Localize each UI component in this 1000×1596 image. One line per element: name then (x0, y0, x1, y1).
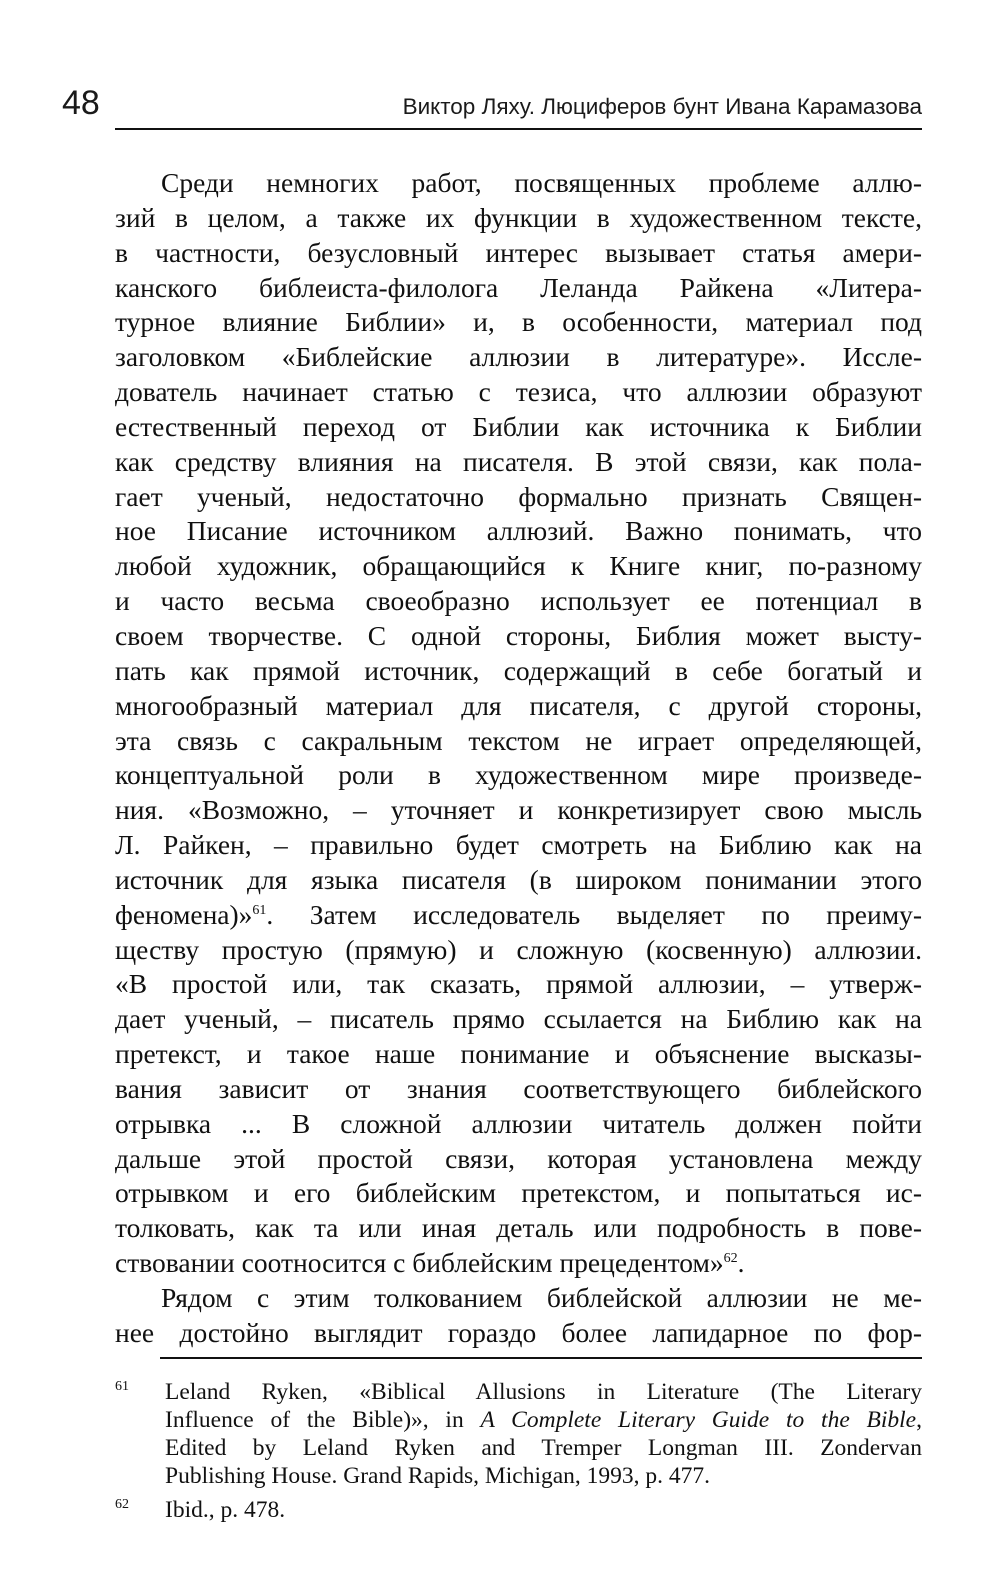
text-line: нее достойно выглядит гораздо более лапидарное по фор- (115, 1316, 922, 1348)
text-line: отрывка ... В сложной аллюзии читатель должен пойти (115, 1107, 922, 1139)
footnote-61 (115, 1378, 922, 1490)
text-line: дальше этой простой связи, которая установлена между (115, 1142, 922, 1174)
text-line: дает ученый, – писатель прямо ссылается на Библию как на (115, 1003, 922, 1035)
running-head: Виктор Ляху. Люциферов бунт Ивана Карамазова (402, 94, 922, 119)
text-line: концептуальной роли в художественном мире произведе- (115, 759, 922, 791)
text-line: в частности, безусловный интерес вызывает статья амери- (115, 236, 922, 268)
text-line: источник для языка писателя (в широком понимании этого (115, 863, 922, 895)
text-segment: . Затем исследователь выделяет по преиму- (266, 898, 922, 930)
footnote-62 (115, 1496, 922, 1524)
text-line: зий в целом, а также их функции в художественном тексте, (115, 201, 922, 233)
text-line: своем творчестве. С одной стороны, Библия может высту- (115, 619, 922, 651)
footnote-body (165, 1378, 922, 1490)
footnote-line: Ibid., p. 478. (165, 1497, 286, 1523)
footnote-rule (160, 1357, 922, 1359)
footnote-number: 62 (115, 1497, 129, 1512)
text-line: пать как прямой источник, содержащий в себе богатый и (115, 654, 922, 686)
text-line: многообразный материал для писателя, с другой стороны, (115, 689, 922, 721)
text-line: эта связь с сакральным текстом не играет определяющей, (115, 724, 922, 756)
footnote-ref-62: 62 (723, 1251, 738, 1266)
text-line: толковать, как та или иная деталь или подробность в пове- (115, 1212, 922, 1244)
footnote-line (165, 1406, 922, 1434)
text-line: «В простой или, так сказать, прямой аллюзии, – утверж- (115, 968, 922, 1000)
footnote-line: Publishing House. Grand Rapids, Michigan, 1993, p. 477. (165, 1463, 711, 1489)
footnote-line: Leland Ryken, «Biblical Allusions in Literature (The Literary (165, 1379, 922, 1405)
text-line: как средству влияния на писателя. В этой связи, как пола- (115, 445, 922, 477)
page-header (62, 70, 922, 130)
footnote-ref-61: 61 (252, 902, 267, 918)
footnotes (115, 1378, 922, 1530)
text-line-with-footnote-ref (115, 898, 922, 933)
footnote-line: Edited by Leland Ryken and Tremper Longman III. Zondervan (165, 1435, 922, 1461)
text-line: ществу простую (прямую) и сложную (косвенную) аллюзии. (115, 933, 922, 965)
footnote-number: 61 (115, 1379, 129, 1394)
text-line: ния. «Возможно, – уточняет и конкретизирует свою мысль (115, 794, 922, 826)
text-line: отрывком и его библейским претекстом, и попытаться ис- (115, 1177, 922, 1209)
text-line: заголовком «Библейские аллюзии в литературе». Иссле- (115, 341, 922, 373)
text-line: гает ученый, недостаточно формально признать Священ- (115, 480, 922, 512)
text-line: Л. Райкен, – правильно будет смотреть на Библию как на (115, 829, 922, 861)
body-text (115, 166, 922, 1351)
text-line: любой художник, обращающийся к Книге книг, по-разному (115, 550, 922, 582)
text-line: канского библеиста-филолога Леланда Райкена «Литера- (115, 271, 922, 303)
footnote-book-title: A Complete Literary Guide to the Bible (480, 1407, 917, 1433)
text-line: Среди немногих работ, посвященных проблеме аллю- (161, 167, 922, 198)
text-line: вания зависит от знания соответствующего библейского (115, 1072, 922, 1104)
text-line: претекст, и такое наше понимание и объяснение высказы- (115, 1038, 922, 1070)
text-line: ное Писание источником аллюзий. Важно понимать, что (115, 515, 922, 547)
page-number: 48 (62, 84, 100, 122)
footnote-body (165, 1496, 922, 1524)
footnote-text: , (916, 1407, 922, 1433)
text-line: турное влияние Библии» и, в особенности, материал под (115, 306, 922, 338)
text-segment: ствовании соотносится с библейским прецедентом» (115, 1247, 724, 1279)
text-segment: феномена)» (115, 898, 253, 930)
text-segment: . (737, 1247, 745, 1279)
footnote-text: Influence of the Bible)», in (165, 1407, 481, 1433)
text-line: и часто весьма своеобразно использует ее потенциал в (115, 585, 922, 617)
text-line-with-footnote-ref (115, 1246, 922, 1281)
text-line: Рядом с этим толкованием библейской аллюзии не ме- (161, 1282, 922, 1313)
header-rule (115, 128, 922, 130)
text-line: естественный переход от Библии как источника к Библии (115, 410, 922, 442)
text-line: дователь начинает статью с тезиса, что аллюзии образуют (115, 376, 922, 408)
